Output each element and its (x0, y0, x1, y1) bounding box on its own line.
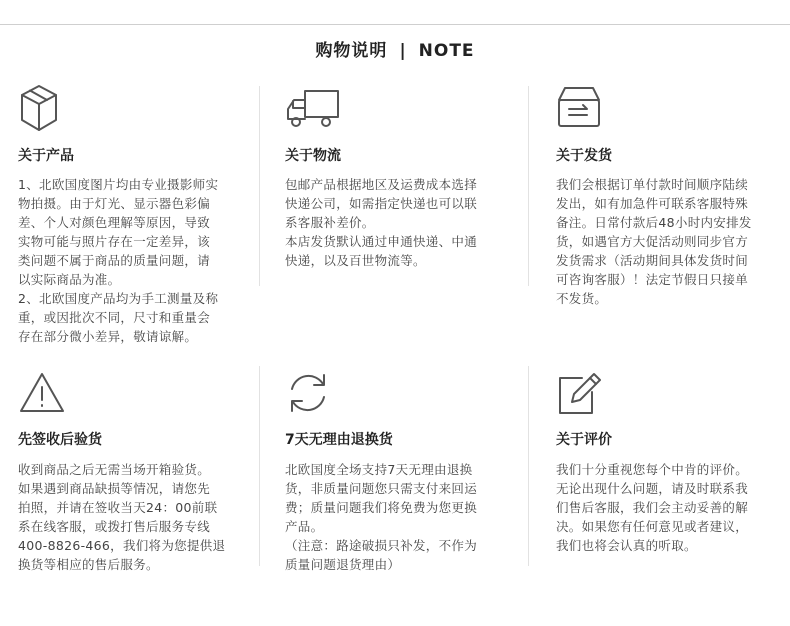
column-divider (259, 86, 260, 286)
section-product (18, 82, 240, 352)
section-heading: 关于发货 (556, 148, 612, 164)
box-icon (18, 82, 60, 134)
section-inspection (18, 368, 240, 588)
section-text: 收到商品之后无需当场开箱验货。 如果遇到商品缺损等情况，请您先 拍照，并请在签收当天24：00前联 系在线客服，或拨打售后服务专线 400-8826-466，我们将为您提供退 换货等相应的售后服务。 (18, 462, 226, 572)
section-heading: 7天无理由退换货 (285, 432, 393, 448)
section-heading: 先签收后验货 (18, 432, 102, 448)
page-title (0, 36, 790, 61)
title-separator: | (399, 41, 407, 61)
section-text: 包邮产品根据地区及运费成本选择 快递公司，如需指定快递也可以联 系客服补差价。 本店发货默认通过申通快递、中通 快递，以及百世物流等。 (285, 177, 478, 268)
edit-icon (556, 370, 602, 416)
section-shipping (556, 82, 778, 352)
refresh-icon (285, 370, 331, 416)
section-returns (285, 368, 507, 588)
warning-icon (18, 370, 66, 414)
section-logistics (285, 82, 507, 352)
title-en: NOTE (418, 41, 475, 61)
section-heading: 关于物流 (285, 148, 341, 164)
column-divider (528, 86, 529, 286)
section-text: 北欧国度全场支持7天无理由退换 货，非质量问题您只需支付来回运 费；质量问题我们将免费为您更换 产品。 （注意：路途破损只补发，不作为 质量问题退货理由） (285, 462, 478, 572)
section-text: 我们十分重视您每个中肯的评价。 无论出现什么问题，请及时联系我 们售后客服，我们会主动妥善的解 决。如果您有任何意见或者建议， 我们也将会认真的听取。 (556, 462, 749, 553)
column-divider (528, 366, 529, 566)
top-divider (0, 24, 790, 25)
section-reviews (556, 368, 778, 588)
section-text: 我们会根据订单付款时间顺序陆续 发出，如有加急件可联系客服特殊 备注。日常付款后48小时内安排发 货，如遇官方大促活动则同步官方 发货需求（活动期间具体发货时间 可咨询客服）！法定节假日只接单 不发货。 (556, 177, 752, 306)
section-text: 1、北欧国度图片均由专业摄影师实 物拍摄。由于灯光、显示器色彩偏 差、个人对颜色理解等原因，导致 实物可能与照片存在一定差异，该 类问题不属于商品的质量问题，请 以实际商品为准。 2、北欧国度产品均为手工测量及称 重，或因批次不同，尺寸和重量会 存在部分微小差异，敬请谅解。 (18, 177, 219, 344)
column-divider (259, 366, 260, 566)
section-heading: 关于产品 (18, 148, 74, 164)
shipping-box-icon (556, 84, 602, 130)
truck-icon (285, 88, 341, 130)
title-cn: 购物说明 (315, 41, 388, 61)
section-heading: 关于评价 (556, 432, 612, 448)
